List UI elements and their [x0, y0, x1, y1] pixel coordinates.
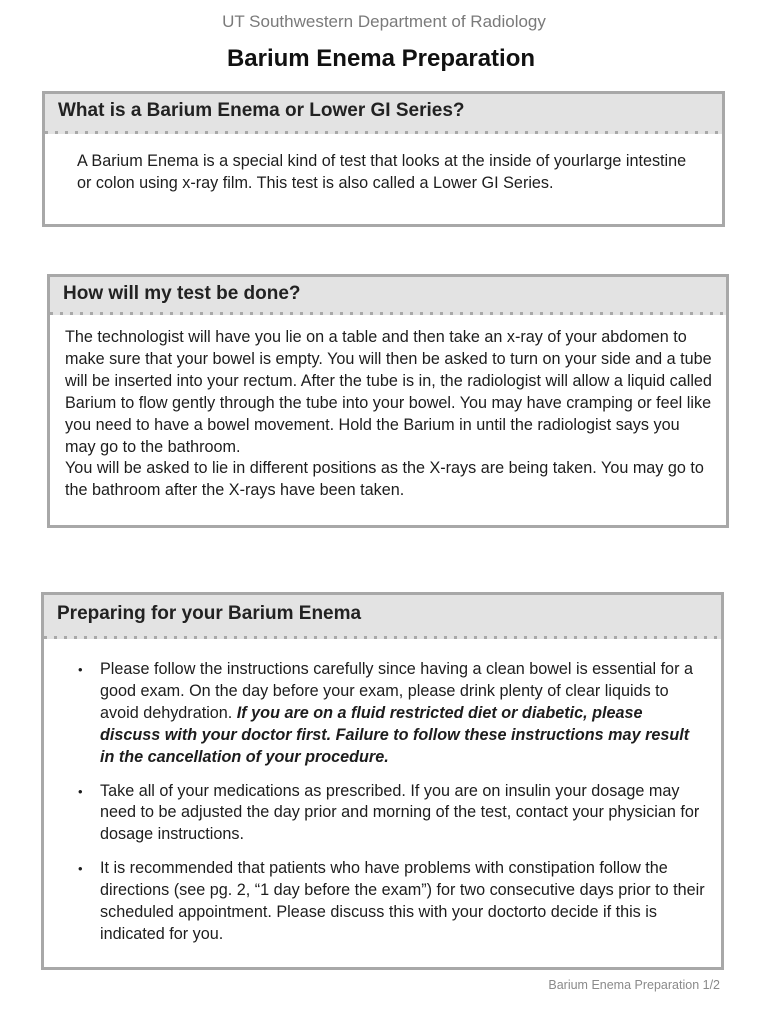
section-heading: How will my test be done?	[50, 277, 726, 315]
section-body	[44, 639, 721, 946]
section-how-done	[47, 274, 729, 528]
list-item	[44, 858, 705, 946]
section-heading: Preparing for your Barium Enema	[44, 595, 721, 639]
paragraph: You will be asked to lie in different positions as the X-rays are being taken. You may go to the bathroom after the X-rays have been taken.	[65, 459, 704, 500]
paragraph: The technologist will have you lie on a table and then take an x-ray of your abdomen to make sure that your bowel is empty. You will then be asked to turn on your side and a tube will be inserted into your rectum. After the tube is in, the radiologist will allow a liquid called Barium to flow gently through the tube into your bowel. You may have cramping or feel like you need to have a bowel movement. Hold the Barium in until the radiologist says you may go to the bathroom.	[65, 328, 712, 456]
section-what-is	[42, 91, 725, 227]
paragraph: A Barium Enema is a special kind of test that looks at the inside of yourlarge intestine or colon using x-ray film. This test is also called a Lower GI Series.	[77, 152, 687, 192]
bullet-icon: •	[78, 783, 83, 799]
page-footer: Barium Enema Preparation 1/2	[548, 978, 720, 992]
organization-name: UT Southwestern Department of Radiology	[222, 12, 546, 31]
section-preparing	[41, 592, 724, 970]
list-item-text: It is recommended that patients who have problems with constipation follow the directions (see pg. 2, “1 day before the exam”) for two consecutive days prior to their scheduled appointment. Please discuss this with your doctorto decide if this is indicated for you.	[100, 859, 705, 943]
section-body	[50, 315, 726, 502]
instruction-list	[44, 659, 705, 946]
section-body	[45, 134, 722, 195]
list-item	[44, 781, 705, 847]
list-item-text: Please follow the instructions carefully since having a clean bowel is essential for a good exam. On the day before your exam, please drink plenty of clear liquids to avoid dehydration.	[100, 660, 693, 722]
list-item	[44, 659, 705, 769]
document-title: Barium Enema Preparation	[226, 45, 536, 72]
list-item-text: Take all of your medications as prescribed. If you are on insulin your dosage may need to be adjusted the day prior and morning of the test, contact your physician for dosage instructions.	[100, 781, 700, 844]
list-item-emphasis: If you are on a fluid restricted diet or diabetic, please discuss with your doctor first. Failure to follow these instructions may result in the cancellation of your procedure.	[100, 703, 690, 766]
bullet-icon: •	[78, 662, 83, 677]
bullet-icon: •	[78, 861, 83, 877]
section-heading: What is a Barium Enema or Lower GI Series?	[45, 94, 722, 134]
